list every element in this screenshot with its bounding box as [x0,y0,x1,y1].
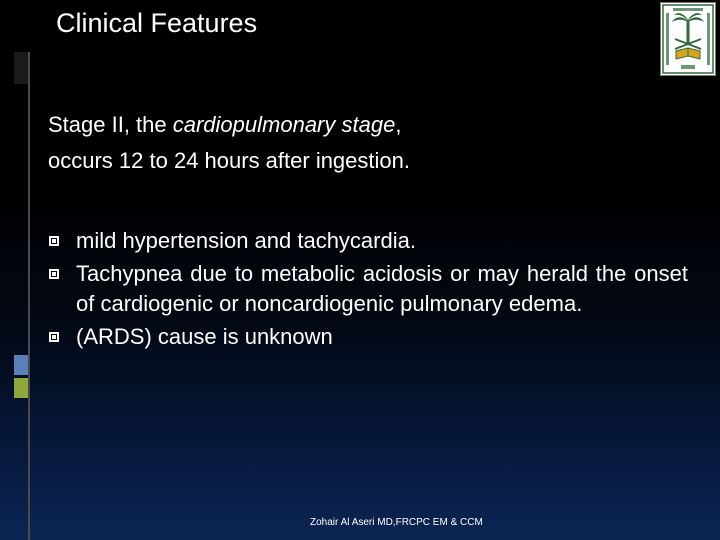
side-accent-bar-green [14,378,28,398]
intro-text [48,107,410,179]
bullet-text: mild hypertension and tachycardia. [76,228,416,253]
footer-author: Zohair Al Aseri MD,FRCPC EM & CCM [310,517,483,528]
university-seal-icon [660,2,716,76]
intro-line-1-italic: cardiopulmonary stage [172,112,396,137]
side-accent-bar-blue [14,355,28,375]
slide-title: Clinical Features [56,8,258,38]
side-accent-bar-dark [14,52,28,84]
intro-line-1-prefix: Stage II, the [48,112,173,137]
vertical-divider [28,52,30,540]
square-bullet-icon [48,235,60,247]
bullet-list [48,226,688,355]
intro-line-1 [48,107,410,143]
intro-line-2: occurs 12 to 24 hours after ingestion. [48,148,410,173]
square-bullet-icon [48,331,60,343]
bullet-text: (ARDS) cause is unknown [76,324,333,349]
list-item [48,226,688,256]
square-bullet-icon [48,268,60,280]
list-item [48,322,688,352]
bullet-text: Tachypnea due to metabolic acidosis or may herald the onset of cardiogenic or noncardiogenic pulmonary edema. [76,261,688,316]
intro-line-1-suffix: , [395,112,402,137]
list-item [48,259,688,319]
